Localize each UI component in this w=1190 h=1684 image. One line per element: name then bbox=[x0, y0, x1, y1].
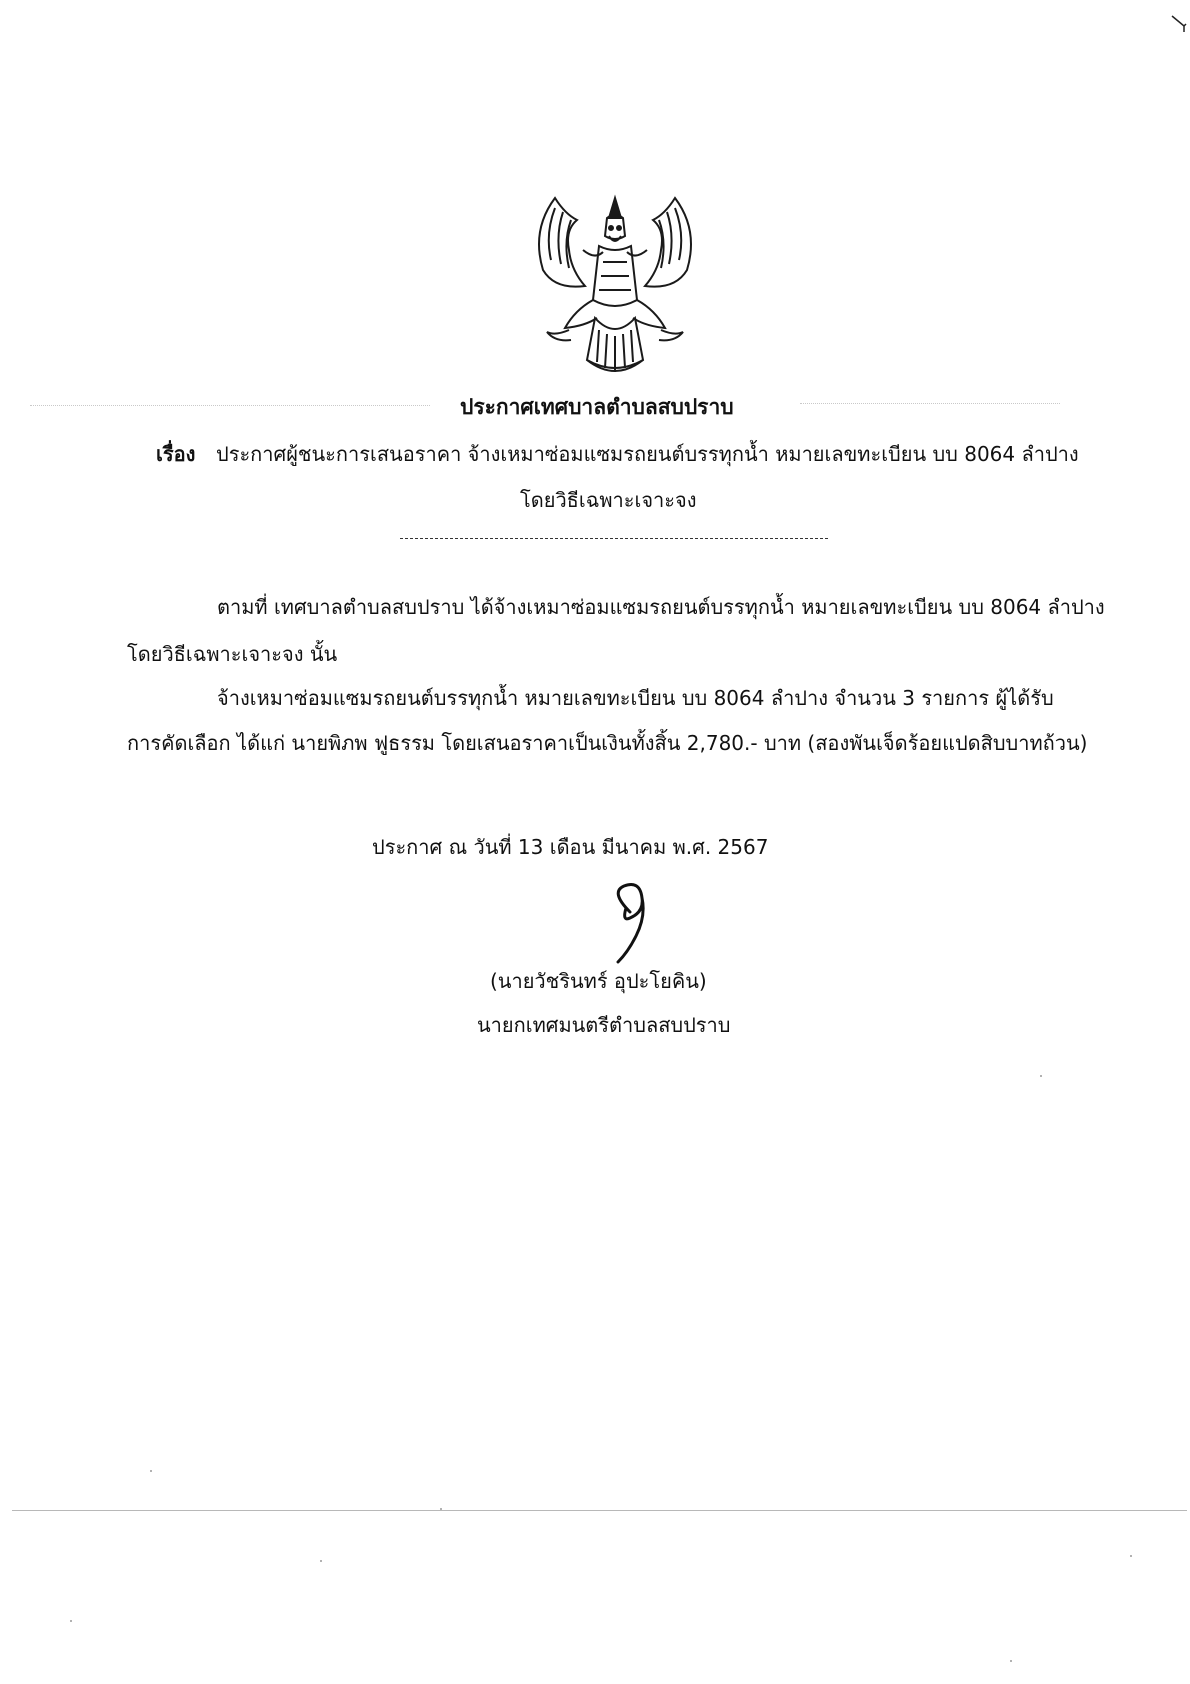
scan-speck bbox=[1040, 1075, 1042, 1077]
paragraph-1-line-2: โดยวิธีเฉพาะเจาะจง นั้น bbox=[127, 642, 338, 666]
scan-speck bbox=[440, 1508, 442, 1510]
paragraph-2-line-2: การคัดเลือก ได้แก่ นายพิภพ ฟูธรรม โดยเสนอราคาเป็นเงินทั้งสิ้น 2,780.- บาท (สองพันเจ็ดร้อยแปดสิบบาทถ้วน) bbox=[127, 731, 1088, 755]
garuda-emblem bbox=[525, 190, 705, 382]
scan-speck bbox=[1010, 1660, 1012, 1662]
scan-speck bbox=[70, 1620, 72, 1622]
signer-position: นายกเทศมนตรีตำบลสบปราบ bbox=[477, 1013, 731, 1037]
paragraph-2-line-1: จ้างเหมาซ่อมแซมรถยนต์บรรทุกน้ำ หมายเลขทะเบียน บบ 8064 ลำปาง จำนวน 3 รายการ ผู้ได้รับ bbox=[217, 686, 1054, 710]
separator-line bbox=[400, 538, 828, 539]
scan-speck bbox=[320, 1560, 322, 1562]
paragraph-1-line-1: ตามที่ เทศบาลตำบลสบปราบ ได้จ้างเหมาซ่อมแซมรถยนต์บรรทุกน้ำ หมายเลขทะเบียน บบ 8064 ลำปาง bbox=[217, 595, 1105, 619]
corner-mark-icon bbox=[1170, 14, 1190, 34]
subject-line-1: ประกาศผู้ชนะการเสนอราคา จ้างเหมาซ่อมแซมรถยนต์บรรทุกน้ำ หมายเลขทะเบียน บบ 8064 ลำปาง bbox=[216, 442, 1079, 466]
signer-name: (นายวัชรินทร์ อุปะโยคิน) bbox=[490, 969, 707, 993]
handwritten-signature bbox=[600, 882, 670, 964]
subject-line-2: โดยวิธีเฉพาะเจาะจง bbox=[520, 488, 697, 512]
scan-speck bbox=[1130, 1555, 1132, 1557]
announcement-date: ประกาศ ณ วันที่ 13 เดือน มีนาคม พ.ศ. 2567 bbox=[372, 835, 769, 859]
scan-edge-line bbox=[12, 1510, 1187, 1511]
scan-dotted-line-left bbox=[30, 405, 430, 406]
subject-label: เรื่อง bbox=[156, 442, 196, 466]
announcement-title: ประกาศเทศบาลตำบลสบปราบ bbox=[460, 395, 734, 419]
scan-dotted-line-right bbox=[800, 403, 1060, 404]
scan-speck bbox=[150, 1470, 152, 1472]
